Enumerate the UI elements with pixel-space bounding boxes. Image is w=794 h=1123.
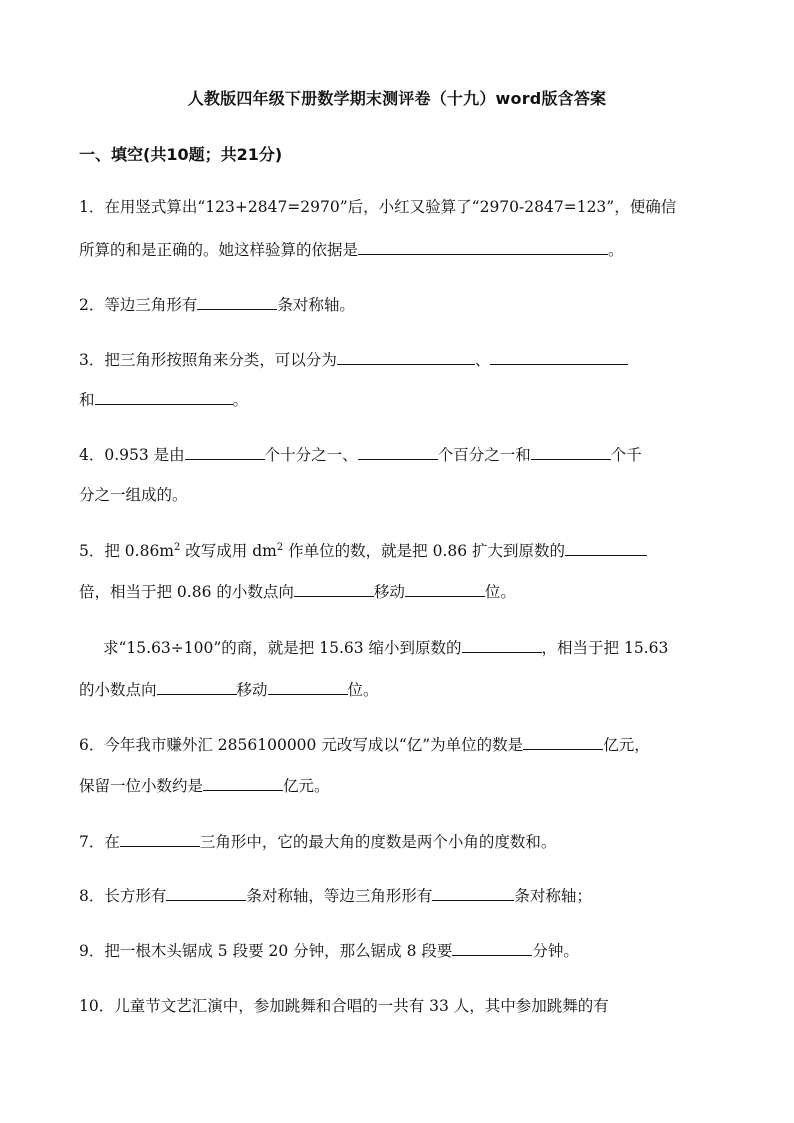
answer-blank[interactable] xyxy=(523,733,603,750)
answer-blank[interactable] xyxy=(166,884,246,901)
question-8-text-1: 8．长方形有 xyxy=(79,887,167,905)
question-4-text-1: 4．0.953 是由 xyxy=(79,446,185,464)
question-9-text-1: 9．把一根木头锯成 5 段要 20 分钟，那么锯成 8 段要 xyxy=(79,942,453,960)
question-6-text-3: 保留一位小数约是 xyxy=(79,777,204,795)
question-7-text-2: 三角形中，它的最大角的度数是两个小角的度数和。 xyxy=(199,833,557,851)
question-9-text-2: 分钟。 xyxy=(532,942,579,960)
question-4-text-2: 个十分之一、 xyxy=(264,446,358,464)
question-6-text-2: 亿元， xyxy=(603,736,650,754)
answer-blank[interactable] xyxy=(185,443,265,460)
question-7-text-1: 7．在 xyxy=(79,833,120,851)
question-6-text-1: 6．今年我市赚外汇 2856100000 元改写成以“亿”为单位的数是 xyxy=(79,736,524,754)
answer-blank[interactable] xyxy=(268,678,348,695)
question-5-text-1: 5．把 0.86m xyxy=(79,542,174,560)
question-1-line-1 xyxy=(79,196,719,218)
question-1-text-2: 所算的和是正确的。她这样验算的依据是 xyxy=(79,241,359,259)
question-8-line xyxy=(79,884,719,907)
question-7-line xyxy=(79,830,719,853)
question-2-line xyxy=(79,293,719,316)
question-5-text-3: 作单位的数，就是把 0.86 扩大到原数的 xyxy=(283,542,566,560)
answer-blank[interactable] xyxy=(405,580,485,597)
question-4-line-1 xyxy=(79,443,719,466)
answer-blank[interactable] xyxy=(531,443,611,460)
answer-blank[interactable] xyxy=(358,238,608,255)
question-5b-text-2: ，相当于把 15.63 xyxy=(541,639,669,657)
question-6-text-4: 亿元。 xyxy=(283,777,330,795)
question-5b-text-3: 的小数点向 xyxy=(79,681,157,699)
question-3-line-1 xyxy=(79,348,719,371)
superscript: 2 xyxy=(174,541,181,553)
answer-blank[interactable] xyxy=(120,830,200,847)
question-5b-text-5: 位。 xyxy=(347,681,379,699)
question-3-text-3: 和 xyxy=(79,391,95,409)
question-5-text-4: 倍，相当于把 0.86 的小数点向 xyxy=(79,583,294,601)
question-5-text-5: 移动 xyxy=(373,583,405,601)
answer-blank[interactable] xyxy=(565,539,647,556)
question-10-text-1: 10．儿童节文艺汇演中，参加跳舞和合唱的一共有 33 人，其中参加跳舞的有 xyxy=(79,997,609,1015)
section-heading: 一、填空(共10题；共21分) xyxy=(79,145,283,164)
answer-blank[interactable] xyxy=(203,774,283,791)
question-5b-text-4: 移动 xyxy=(236,681,268,699)
answer-blank[interactable] xyxy=(337,348,475,365)
question-1-text-3: 。 xyxy=(608,241,624,259)
answer-blank[interactable] xyxy=(432,884,514,901)
question-2-text-1: 2．等边三角形有 xyxy=(79,296,198,314)
question-5-text-6: 位。 xyxy=(484,583,516,601)
question-3-line-2 xyxy=(79,388,719,411)
question-8-text-2: 条对称轴，等边三角形形有 xyxy=(246,887,433,905)
question-1-line-2 xyxy=(79,238,719,261)
answer-blank[interactable] xyxy=(95,388,233,405)
question-5b-line-2 xyxy=(79,678,719,701)
question-5-line-1 xyxy=(79,539,719,562)
answer-blank[interactable] xyxy=(490,348,628,365)
question-5-text-2: 改写成用 dm xyxy=(180,542,277,560)
answer-blank[interactable] xyxy=(358,443,438,460)
question-5b-text-1: 求“15.63÷100”的商，就是把 15.63 缩小到原数的 xyxy=(103,639,462,657)
question-2-text-2: 条对称轴。 xyxy=(277,296,355,314)
question-9-line xyxy=(79,939,719,962)
question-6-line-1 xyxy=(79,733,719,756)
question-3-text-1: 3．把三角形按照角来分类，可以分为 xyxy=(79,351,337,369)
question-5-line-2 xyxy=(79,580,719,603)
question-4-text-3: 个百分之一和 xyxy=(437,446,531,464)
answer-blank[interactable] xyxy=(157,678,237,695)
question-4-text-5: 分之一组成的。 xyxy=(79,486,188,504)
page-title: 人教版四年级下册数学期末测评卷（十九）word版含答案 xyxy=(187,89,607,108)
answer-blank[interactable] xyxy=(197,293,277,310)
question-3-text-2: 、 xyxy=(474,351,491,369)
question-6-line-2 xyxy=(79,774,719,797)
answer-blank[interactable] xyxy=(462,636,542,653)
question-4-text-4: 个千 xyxy=(610,446,642,464)
question-3-text-4: 。 xyxy=(232,391,249,409)
answer-blank[interactable] xyxy=(294,580,374,597)
superscript: 2 xyxy=(276,541,284,553)
answer-blank[interactable] xyxy=(452,939,532,956)
question-4-line-2 xyxy=(79,484,719,506)
question-5b-line-1 xyxy=(103,636,719,659)
question-8-text-3: 条对称轴； xyxy=(514,887,592,905)
question-10-line xyxy=(79,995,719,1017)
question-1-text-1: 1．在用竖式算出“123+2847=2970”后，小红又验算了“2970-2847=123”，便确信 xyxy=(79,198,677,216)
